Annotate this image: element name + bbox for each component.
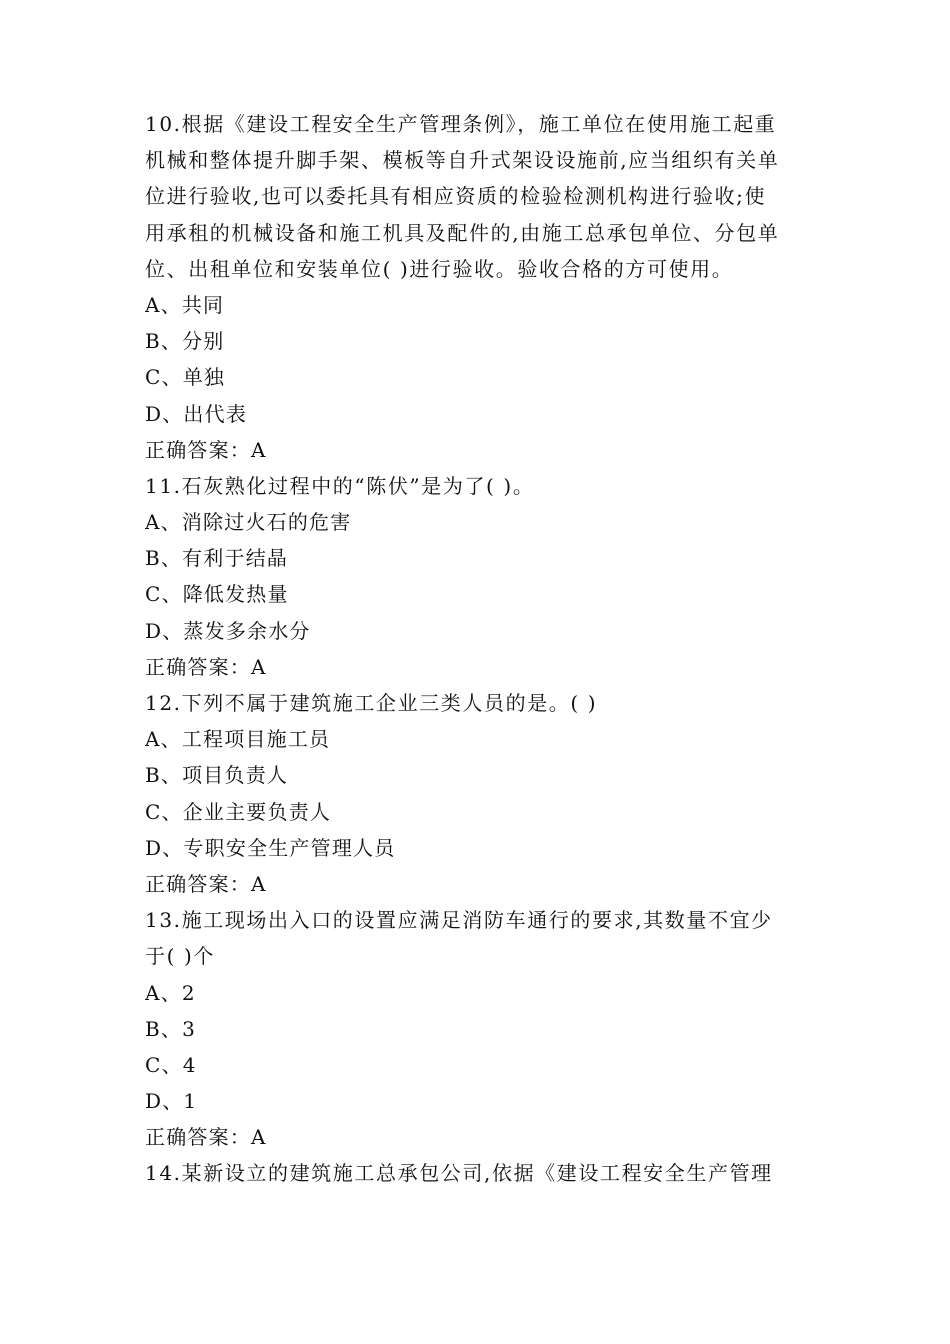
option-d: D、专职安全生产管理人员	[145, 835, 396, 860]
option-c: C、单独	[145, 365, 226, 390]
question-stem-line: 10.根据《建设工程安全生产管理条例》，施工单位在使用施工起重	[145, 112, 777, 136]
option-c: C、企业主要负责人	[145, 799, 332, 824]
option-d: D、蒸发多余水分	[145, 618, 311, 643]
question-stem-line: 机械和整体提升脚手架、模板等自升式架设设施前,应当组织有关单	[145, 148, 780, 173]
correct-answer: 正确答案：A	[145, 654, 267, 679]
option-d: D、出代表	[145, 401, 248, 426]
option-b: B、有利于结晶	[145, 546, 289, 571]
option-b: B、3	[145, 1016, 197, 1041]
question-stem-line: 位、出租单位和安装单位( )进行验收。验收合格的方可使用。	[145, 256, 734, 281]
question-stem-line: 14.某新设立的建筑施工总承包公司,依据《建设工程安全生产管理	[145, 1161, 773, 1186]
option-c: C、降低发热量	[145, 582, 289, 607]
question-10-stem	[145, 106, 810, 287]
option-a: A、消除过火石的危害	[145, 510, 352, 535]
option-a: A、工程项目施工员	[145, 727, 331, 752]
question-stem-line: 13.施工现场出入口的设置应满足消防车通行的要求,其数量不宜少	[145, 908, 773, 933]
question-12-stem	[145, 685, 810, 721]
option-b: B、分别	[145, 329, 225, 354]
option-b: B、项目负责人	[145, 763, 289, 788]
question-stem-line: 11.石灰熟化过程中的“陈伏”是为了( )。	[145, 473, 535, 498]
question-14-stem	[145, 1155, 810, 1191]
correct-answer: 正确答案：A	[145, 1125, 267, 1150]
option-a: A、共同	[145, 292, 225, 317]
correct-answer: 正确答案：A	[145, 871, 267, 896]
option-c: C、4	[145, 1052, 197, 1077]
question-11-stem	[145, 468, 810, 504]
correct-answer: 正确答案：A	[145, 437, 267, 462]
question-list	[145, 106, 810, 1192]
option-d: D、1	[145, 1089, 198, 1114]
question-stem-line: 位进行验收,也可以委托具有相应资质的检验检测机构进行验收;使	[145, 184, 767, 209]
option-a: A、2	[145, 980, 196, 1005]
question-stem-line: 用承租的机械设备和施工机具及配件的,由施工总承包单位、分包单	[145, 220, 780, 245]
question-13-stem	[145, 902, 810, 974]
question-stem-line: 于( )个	[145, 944, 215, 969]
question-stem-line: 12.下列不属于建筑施工企业三类人员的是。( )	[145, 691, 598, 715]
